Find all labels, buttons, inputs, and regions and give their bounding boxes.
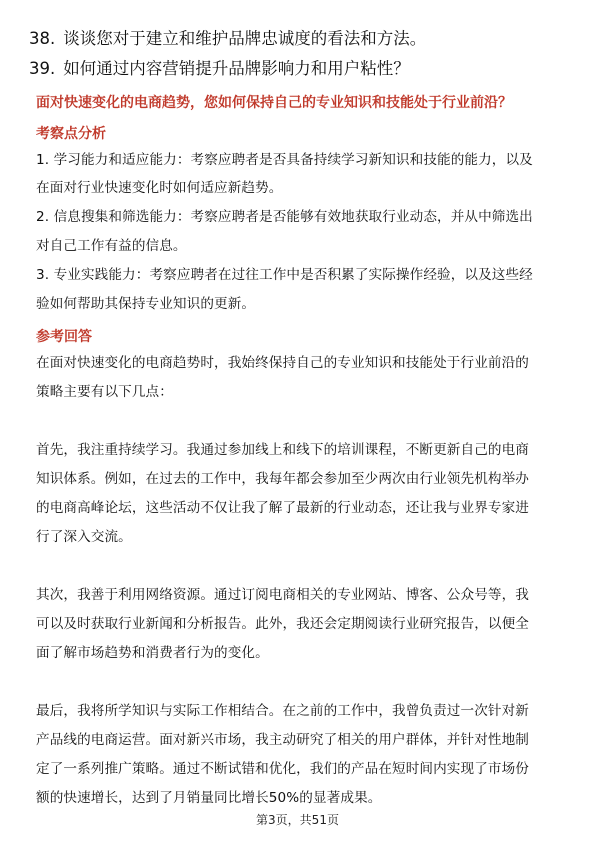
answer-paragraph-line: 行了深入交流。 [36, 529, 132, 545]
answer-paragraph-line: 其次，我善于利用网络资源。通过订阅电商相关的专业网站、博客、公众号等，我 [36, 587, 529, 603]
answer-paragraph-line: 可以及时获取行业新闻和分析报告。此外，我还会定期阅读行业研究报告，以便全 [36, 616, 529, 632]
question-text: 如何通过内容营销提升品牌影响力和用户粘性？ [63, 59, 410, 78]
answer-intro-line: 在面对快速变化的电商趋势时，我始终保持自己的专业知识和技能处于行业前沿的 [36, 355, 529, 371]
answer-paragraph-line: 的电商高峰论坛，这些活动不仅让我了解了最新的行业动态，还让我与业界专家进 [36, 500, 529, 516]
question-38 [29, 28, 426, 50]
highlight-question: 面对快速变化的电商趋势，您如何保持自己的专业知识和技能处于行业前沿？ [36, 95, 512, 111]
question-39 [29, 58, 410, 80]
question-number: 39. [29, 59, 56, 78]
analysis-line: 1. 学习能力和适应能力：考察应聘者是否具备持续学习新知识和技能的能力，以及 [36, 152, 533, 168]
answer-paragraph-line: 最后，我将所学知识与实际工作相结合。在之前的工作中，我曾负责过一次针对新 [36, 703, 529, 719]
question-text: 谈谈您对于建立和维护品牌忠诚度的看法和方法。 [63, 29, 427, 48]
answer-paragraph-line: 知识体系。例如，在过去的工作中，我每年都会参加至少两次由行业领先机构举办 [36, 471, 529, 487]
analysis-heading: 考察点分析 [36, 126, 106, 142]
analysis-line: 验如何帮助其保持专业知识的更新。 [36, 296, 256, 312]
answer-heading: 参考回答 [36, 329, 92, 345]
answer-paragraph-line: 额的快速增长，达到了月销量同比增长50%的显著成果。 [36, 790, 382, 806]
analysis-line: 对自己工作有益的信息。 [36, 238, 187, 254]
answer-paragraph-line: 产品线的电商运营。面对新兴市场，我主动研究了相关的用户群体，并针对性地制 [36, 732, 529, 748]
answer-intro-line: 策略主要有以下几点： [36, 384, 173, 400]
page-footer: 第3页，共51页 [256, 813, 339, 827]
question-number: 38. [29, 29, 56, 48]
analysis-line: 2. 信息搜集和筛选能力：考察应聘者是否能够有效地获取行业动态，并从中筛选出 [36, 209, 533, 225]
answer-paragraph-line: 首先，我注重持续学习。我通过参加线上和线下的培训课程，不断更新自己的电商 [36, 442, 529, 458]
analysis-line: 3. 专业实践能力：考察应聘者在过往工作中是否积累了实际操作经验，以及这些经 [36, 267, 533, 283]
analysis-line: 在面对行业快速变化时如何适应新趋势。 [36, 180, 283, 196]
answer-paragraph-line: 面了解市场趋势和消费者行为的变化。 [36, 645, 269, 661]
answer-paragraph-line: 定了一系列推广策略。通过不断试错和优化，我们的产品在短时间内实现了市场份 [36, 761, 529, 777]
